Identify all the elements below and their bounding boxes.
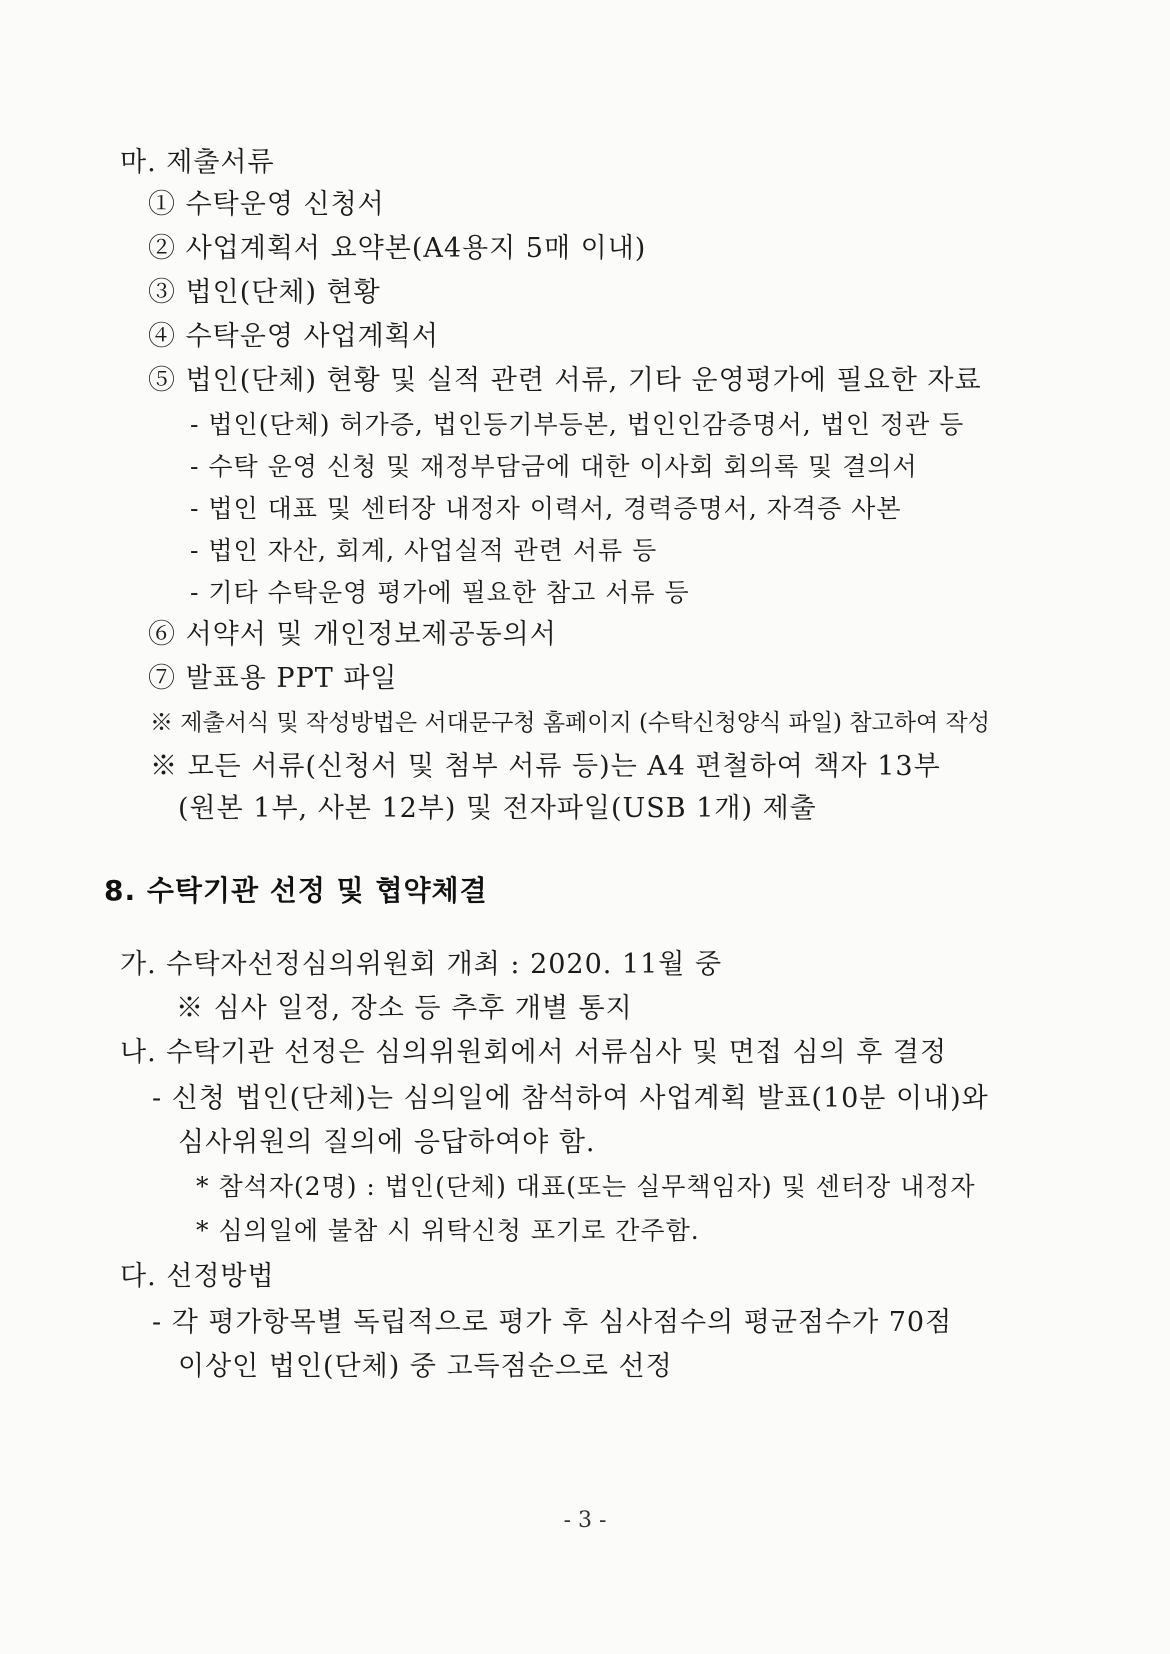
submission-note-2-line-1: ※ 모든 서류(신청서 및 첨부 서류 등)는 A4 편철하여 책자 13부 — [150, 751, 941, 782]
section-8-na-sub-line-1: - 신청 법인(단체)는 심의일에 참석하여 사업계획 발표(10분 이내)와 — [152, 1083, 989, 1114]
submission-sub-item-1: - 법인(단체) 허가증, 법인등기부등본, 법인인감증명서, 법인 정관 등 — [190, 410, 965, 439]
submission-sub-item-3: - 법인 대표 및 센터장 내정자 이력서, 경력증명서, 자격증 사본 — [190, 494, 902, 523]
section-8-na-star-1: * 참석자(2명) : 법인(단체) 대표(또는 실무책임자) 및 센터장 내정자 — [196, 1172, 976, 1201]
submission-sub-item-5: - 기타 수탁운영 평가에 필요한 참고 서류 등 — [190, 578, 690, 607]
section-8-na: 나. 수탁기관 선정은 심의위원회에서 서류심사 및 면접 심의 후 결정 — [120, 1037, 948, 1068]
section-8-na-sub-line-2: 심사위원의 질의에 응답하여야 함. — [178, 1127, 596, 1158]
submission-item-1: ① 수탁운영 신청서 — [148, 189, 385, 220]
submission-sub-item-2: - 수탁 운영 신청 및 재정부담금에 대한 이사회 회의록 및 결의서 — [190, 452, 918, 481]
submission-sub-item-4: - 법인 자산, 회계, 사업실적 관련 서류 등 — [190, 536, 658, 565]
submission-item-3: ③ 법인(단체) 현황 — [148, 277, 381, 308]
submission-item-5: ⑤ 법인(단체) 현황 및 실적 관련 서류, 기타 운영평가에 필요한 자료 — [148, 365, 982, 396]
submission-item-6: ⑥ 서약서 및 개인정보제공동의서 — [148, 619, 557, 650]
submission-heading: 마. 제출서류 — [120, 147, 275, 178]
submission-item-7: ⑦ 발표용 PPT 파일 — [148, 663, 398, 694]
section-8-da-sub-line-2: 이상인 법인(단체) 중 고득점순으로 선정 — [178, 1351, 673, 1382]
submission-item-2: ② 사업계획서 요약본(A4용지 5매 이내) — [148, 233, 647, 264]
section-8-da: 다. 선정방법 — [120, 1261, 275, 1292]
submission-note-2-line-2: (원본 1부, 사본 12부) 및 전자파일(USB 1개) 제출 — [178, 793, 817, 824]
section-8-da-sub-line-1: - 각 평가항목별 독립적으로 평가 후 심사점수의 평균점수가 70점 — [152, 1307, 953, 1338]
section-8-ga: 가. 수탁자선정심의위원회 개최 : 2020. 11월 중 — [120, 949, 723, 980]
section-8-na-star-2: * 심의일에 불참 시 위탁신청 포기로 간주함. — [196, 1216, 700, 1245]
section-8-title: 8. 수탁기관 선정 및 협약체결 — [104, 874, 488, 907]
submission-item-4: ④ 수탁운영 사업계획서 — [148, 321, 439, 352]
section-8-ga-note: ※ 심사 일정, 장소 등 추후 개별 통지 — [176, 993, 633, 1024]
submission-note-1: ※ 제출서식 및 작성방법은 서대문구청 홈페이지 (수탁신청양식 파일) 참고하여 작성 — [150, 710, 990, 736]
page-number: - 3 - — [563, 1508, 607, 1533]
